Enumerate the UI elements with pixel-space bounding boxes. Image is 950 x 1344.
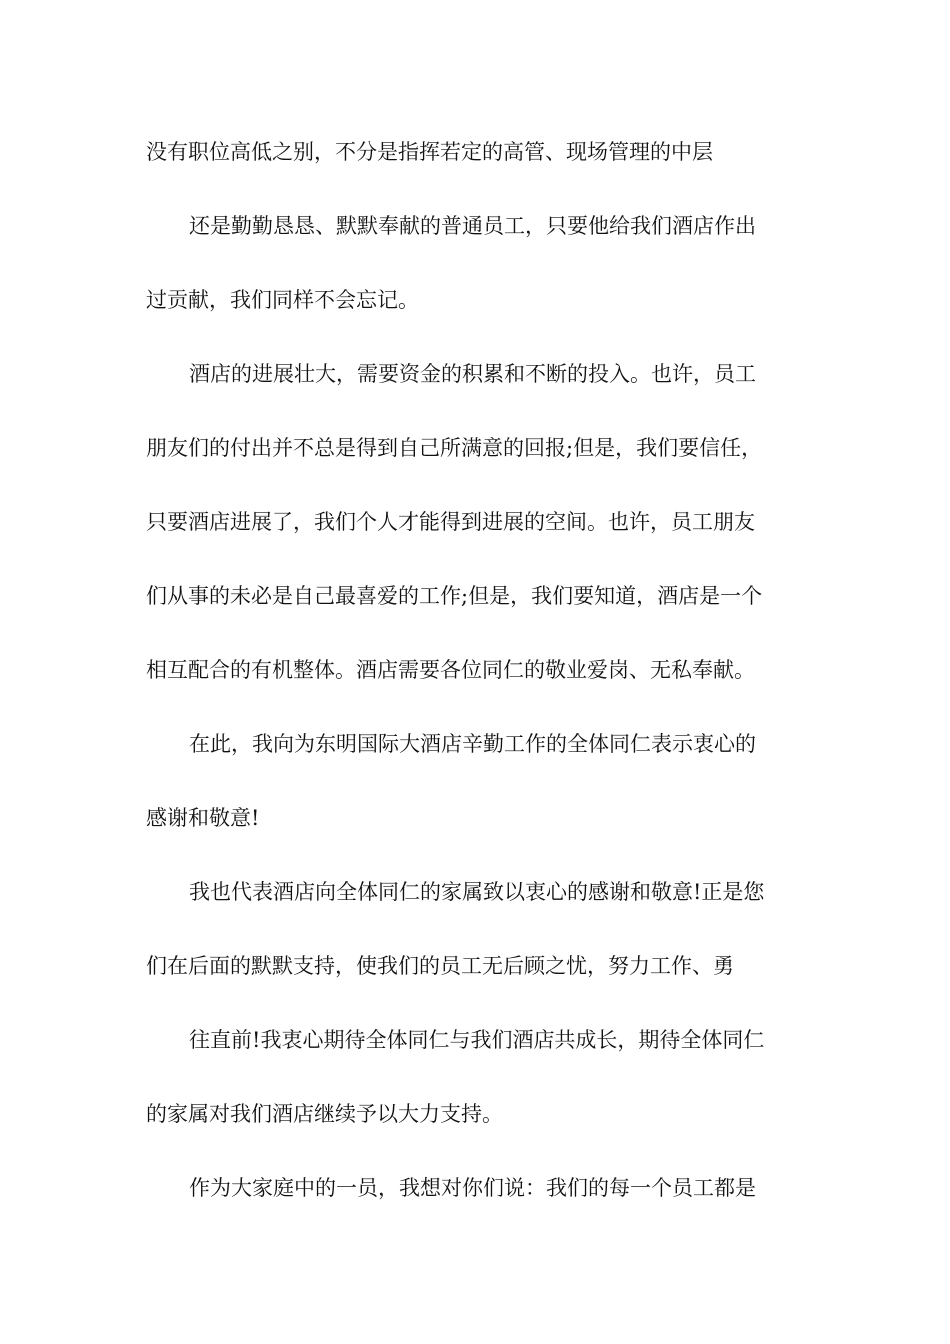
text-line-9: 在此，我向为东明国际大酒店辛勤工作的全体同仁表示衷心的 (189, 732, 756, 756)
text-line-12: 们在后面的默默支持，使我们的员工无后顾之忧，努力工作、勇 (146, 954, 734, 978)
text-line-8: 相互配合的有机整体。酒店需要各位同仁的敬业爱岗、无私奉献。 (146, 658, 755, 682)
text-line-1: 没有职位高低之别，不分是指挥若定的高管、现场管理的中层 (146, 140, 713, 164)
text-line-5: 朋友们的付出并不总是得到自己所满意的回报;但是，我们要信任， (146, 436, 763, 460)
text-line-13: 往直前!我衷心期待全体同仁与我们酒店共成长，期待全体同仁 (189, 1028, 765, 1052)
text-line-2: 还是勤勤恳恳、默默奉献的普通员工，只要他给我们酒店作出 (189, 214, 756, 238)
text-line-4: 酒店的进展壮大，需要资金的积累和不断的投入。也许，员工 (189, 362, 756, 386)
text-line-6: 只要酒店进展了，我们个人才能得到进展的空间。也许，员工朋友 (146, 510, 755, 534)
text-line-15: 作为大家庭中的一员，我想对你们说：我们的每一个员工都是 (189, 1176, 756, 1200)
text-line-11: 我也代表酒店向全体同仁的家属致以衷心的感谢和敬意!正是您 (189, 880, 765, 904)
text-line-7: 们从事的未必是自己最喜爱的工作;但是，我们要知道，酒店是一个 (146, 584, 763, 608)
text-line-14: 的家属对我们酒店继续予以大力支持。 (146, 1102, 503, 1126)
text-line-3: 过贡献，我们同样不会忘记。 (146, 288, 419, 312)
text-line-10: 感谢和敬意! (146, 806, 260, 830)
